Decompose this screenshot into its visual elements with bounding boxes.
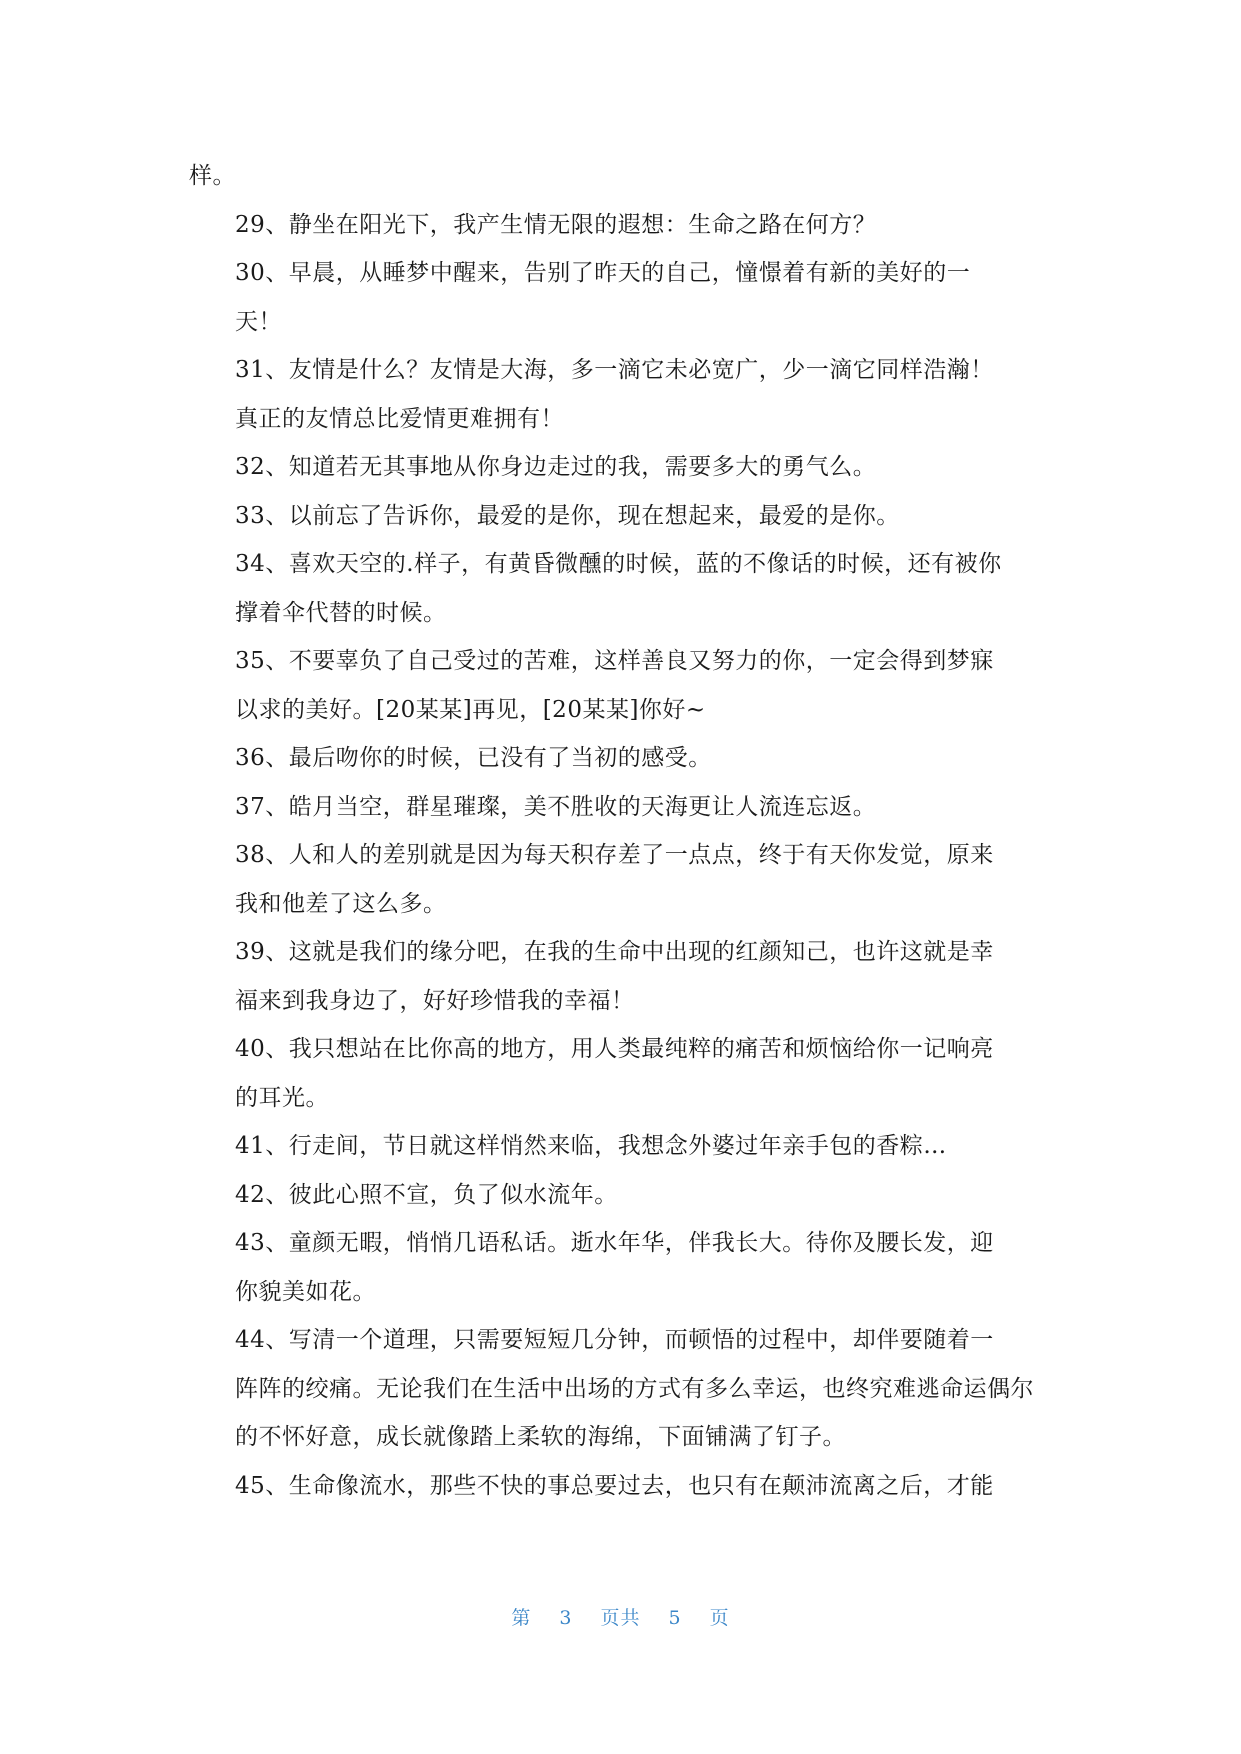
text-line: 40、我只想站在比你高的地方，用人类最纯粹的痛苦和烦恼给你一记响亮: [235, 1036, 994, 1062]
footer-prefix: 第: [511, 1607, 532, 1629]
footer-total-pages: 5: [668, 1607, 682, 1629]
paragraph: [189, 831, 1049, 928]
footer-suffix: 页: [709, 1607, 730, 1629]
text-line: 撑着伞代替的时候。: [235, 599, 447, 626]
paragraph: [189, 346, 1049, 443]
text-line: 44、写清一个道理，只需要短短几分钟，而顿悟的过程中，却伴要随着一: [235, 1327, 994, 1353]
footer-current-page: 3: [559, 1607, 573, 1629]
paragraph: [189, 1122, 1049, 1171]
page-footer: [0, 1603, 1241, 1630]
text-line: 41、行走间，节日就这样悄然来临，我想念外婆过年亲手包的香粽…: [235, 1133, 947, 1159]
paragraph: [189, 734, 1049, 783]
text-line: 的不怀好意，成长就像踏上柔软的海绵，下面铺满了钉子。: [235, 1424, 846, 1450]
paragraph: [189, 928, 1049, 1025]
text-line: 43、童颜无暇，悄悄几语私话。逝水年华，伴我长大。待你及腰长发，迎: [235, 1230, 994, 1256]
text-line: 32、知道若无其事地从你身边走过的我，需要多大的勇气么。: [235, 454, 877, 480]
text-line: 你貌美如花。: [235, 1278, 376, 1305]
footer-middle: 页共: [600, 1607, 641, 1629]
text-line: 真正的友情总比爱情更难拥有！: [235, 405, 564, 432]
paragraph: [189, 1025, 1049, 1122]
paragraph: [189, 1219, 1049, 1316]
text-line: 34、喜欢天空的.样子，有黄昏微醺的时候，蓝的不像话的时候，还有被你: [235, 551, 1002, 577]
paragraph: [189, 637, 1049, 734]
text-line: 31、友情是什么？友情是大海，多一滴它未必宽广，少一滴它同样浩瀚！: [235, 357, 994, 383]
text-line: 35、不要辜负了自己受过的苦难，这样善良又努力的你，一定会得到梦寐: [235, 648, 994, 674]
text-line: 33、以前忘了告诉你，最爱的是你，现在想起来，最爱的是你。: [235, 502, 900, 529]
text-line: 42、彼此心照不宣，负了似水流年。: [235, 1181, 618, 1208]
text-line: 的耳光。: [235, 1084, 329, 1111]
text-line: 福来到我身边了，好好珍惜我的幸福！: [235, 987, 635, 1014]
paragraph: [189, 783, 1049, 832]
paragraph: [189, 201, 1049, 250]
text-line: 39、这就是我们的缘分吧，在我的生命中出现的红颜知己，也许这就是幸: [235, 939, 994, 965]
document-body: [189, 152, 1049, 1510]
paragraph: [189, 1316, 1049, 1462]
text-line: 38、人和人的差别就是因为每天积存差了一点点，终于有天你发觉，原来: [235, 842, 994, 868]
paragraph: [189, 249, 1049, 346]
text-line: 36、最后吻你的时候，已没有了当初的感受。: [235, 745, 712, 771]
text-line: 天！: [235, 308, 282, 335]
text-line: 29、静坐在阳光下，我产生情无限的遐想：生命之路在何方？: [235, 211, 877, 238]
text-line: 阵阵的绞痛。无论我们在生活中出场的方式有多么幸运，也终究难逃命运偶尔: [235, 1375, 1034, 1402]
text-line: 以求的美好。[20某某]再见，[20某某]你好~: [235, 696, 706, 723]
paragraph: [189, 443, 1049, 492]
paragraph: [189, 1171, 1049, 1220]
paragraph: [189, 152, 1049, 201]
paragraph: [189, 1462, 1049, 1511]
text-line: 我和他差了这么多。: [235, 890, 447, 917]
text-line: 样。: [189, 163, 236, 189]
text-line: 45、生命像流水，那些不快的事总要过去，也只有在颠沛流离之后，才能: [235, 1472, 994, 1499]
text-line: 30、早晨，从睡梦中醒来，告别了昨天的自己，憧憬着有新的美好的一: [235, 260, 971, 286]
paragraph: [189, 540, 1049, 637]
paragraph: [189, 492, 1049, 541]
text-line: 37、皓月当空，群星璀璨，美不胜收的天海更让人流连忘返。: [235, 793, 877, 820]
